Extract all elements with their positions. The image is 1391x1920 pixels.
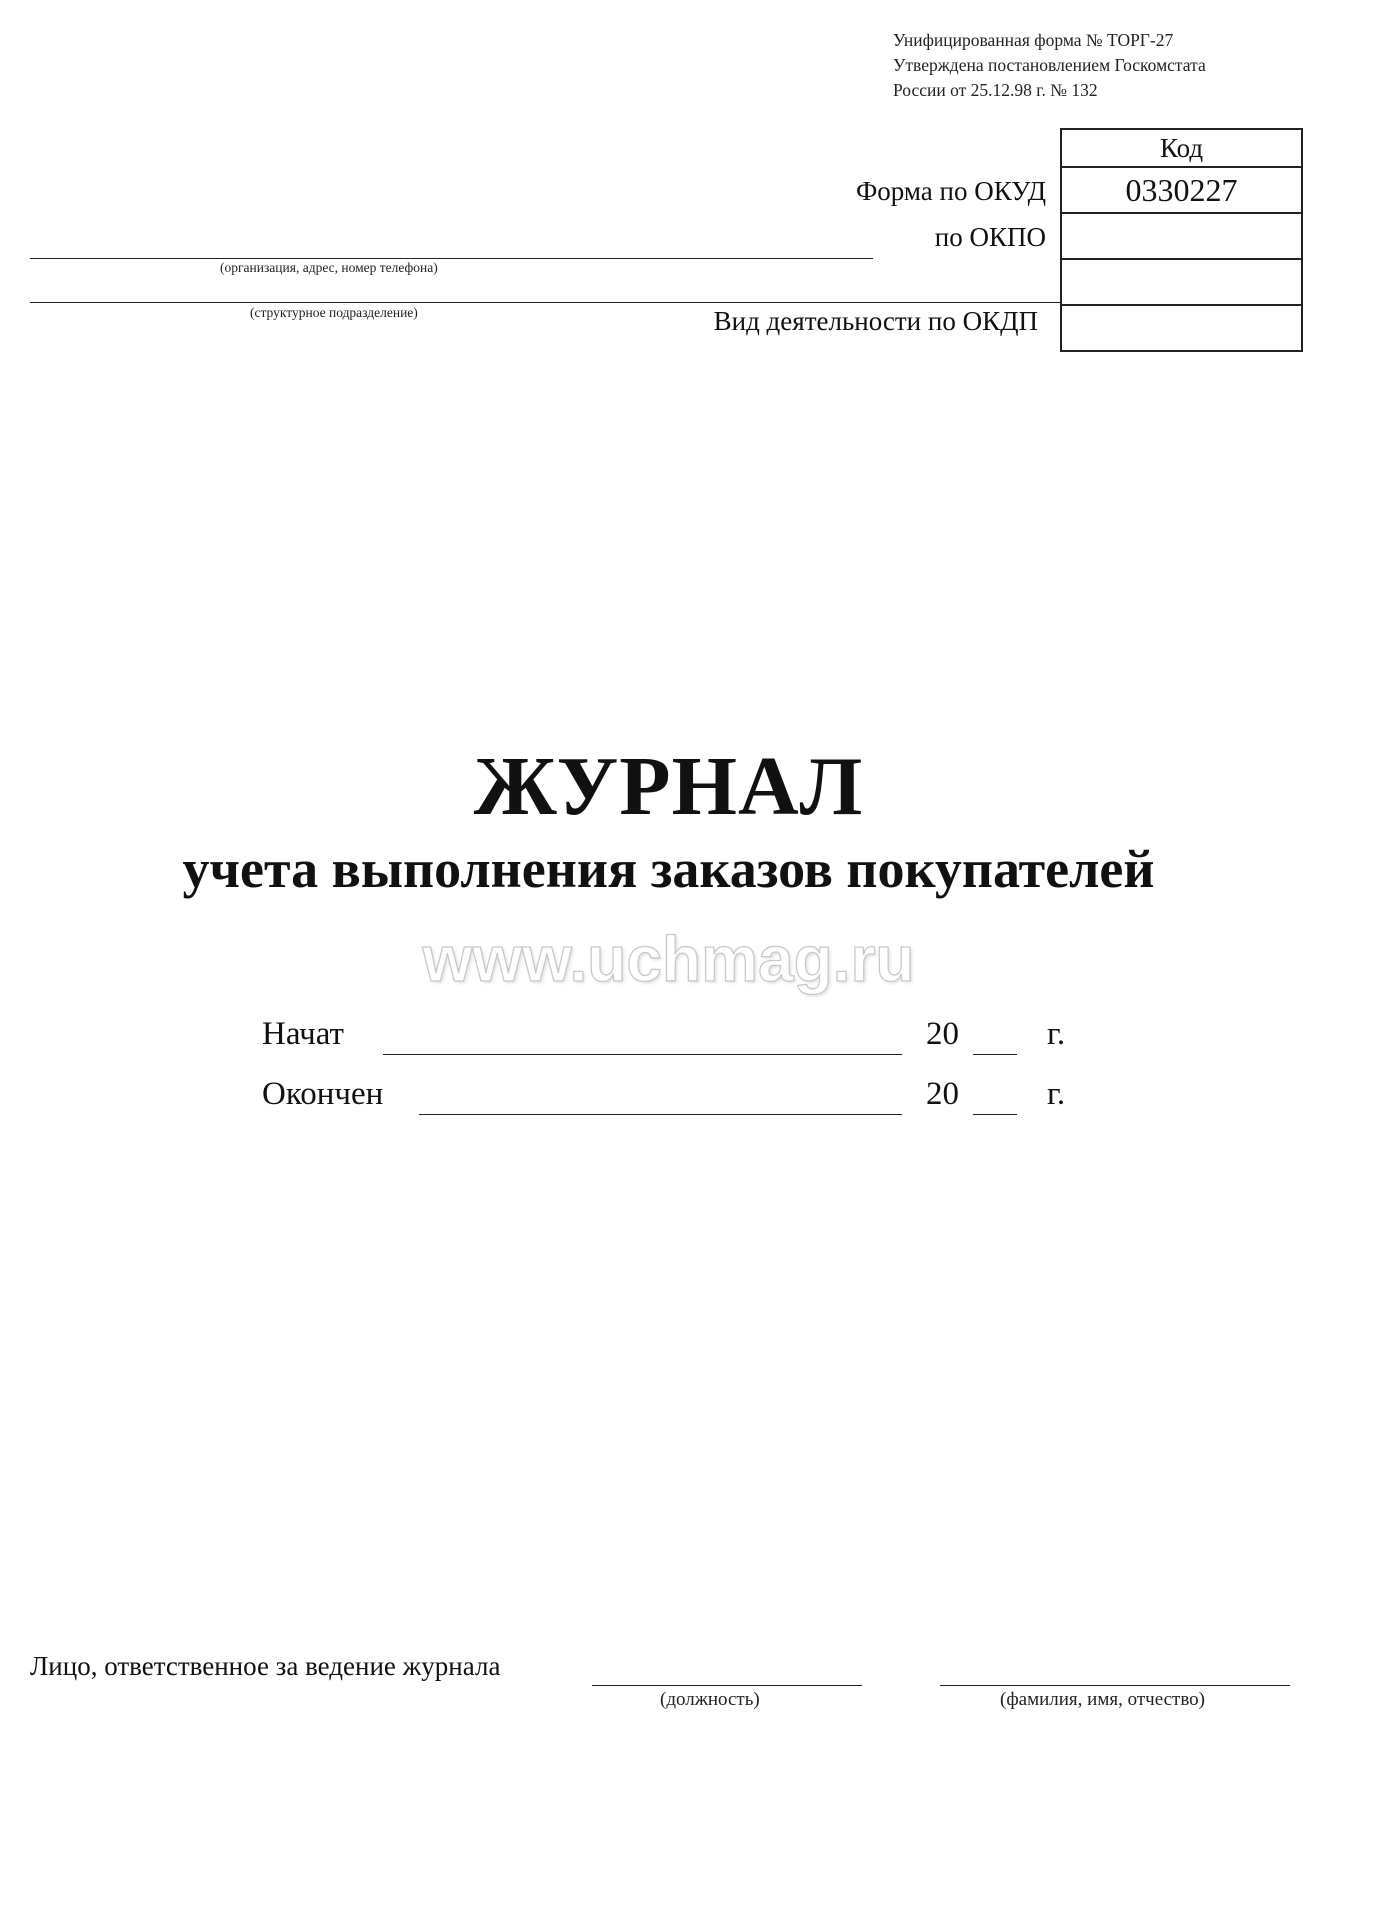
full-name-caption: (фамилия, имя, отчество) <box>1000 1689 1206 1710</box>
started-year-suffix: г. <box>1047 1016 1066 1052</box>
full-name-line[interactable] <box>940 1685 1290 1686</box>
position-line[interactable] <box>592 1685 862 1686</box>
position-caption: (должность) <box>660 1689 760 1710</box>
approval-line-3: России от 25.12.98 г. № 132 <box>893 80 1098 100</box>
okud-label: Форма по ОКУД <box>855 176 1046 206</box>
okdp-code-cell[interactable] <box>1061 305 1302 351</box>
started-date-line[interactable] <box>383 1054 902 1055</box>
organization-line[interactable] <box>30 258 873 259</box>
approval-line-2: Утверждена постановлением Госкомстата <box>893 55 1206 75</box>
organization-caption: (организация, адрес, номер телефона) <box>220 260 438 275</box>
code-header: Код <box>1061 129 1302 167</box>
started-year-line[interactable] <box>973 1054 1017 1055</box>
code-table <box>1060 128 1303 352</box>
ended-year-prefix: 20 <box>926 1076 959 1112</box>
form-approval-note <box>893 28 1206 103</box>
department-line[interactable] <box>30 302 1060 303</box>
okdp-label: Вид деятельности по ОКДП <box>713 306 1038 336</box>
started-year-prefix: 20 <box>926 1016 959 1052</box>
department-caption: (структурное подразделение) <box>250 305 418 320</box>
okpo-label: по ОКПО <box>934 222 1046 252</box>
journal-title: ЖУРНАЛ <box>473 740 864 833</box>
approval-line-1: Унифицированная форма № ТОРГ-27 <box>893 30 1174 50</box>
extra-code-cell[interactable] <box>1061 259 1302 305</box>
ended-label: Окончен <box>262 1076 384 1112</box>
journal-subtitle: учета выполнения заказов покупателей <box>182 839 1155 899</box>
watermark: www.uchmag.ru <box>422 923 915 995</box>
ended-year-suffix: г. <box>1047 1076 1066 1112</box>
started-label: Начат <box>262 1016 344 1052</box>
responsible-label: Лицо, ответственное за ведение журнала <box>30 1651 501 1681</box>
okud-code-cell: 0330227 <box>1061 167 1302 213</box>
ended-date-line[interactable] <box>419 1114 902 1115</box>
okpo-code-cell[interactable] <box>1061 213 1302 259</box>
ended-year-line[interactable] <box>973 1114 1017 1115</box>
